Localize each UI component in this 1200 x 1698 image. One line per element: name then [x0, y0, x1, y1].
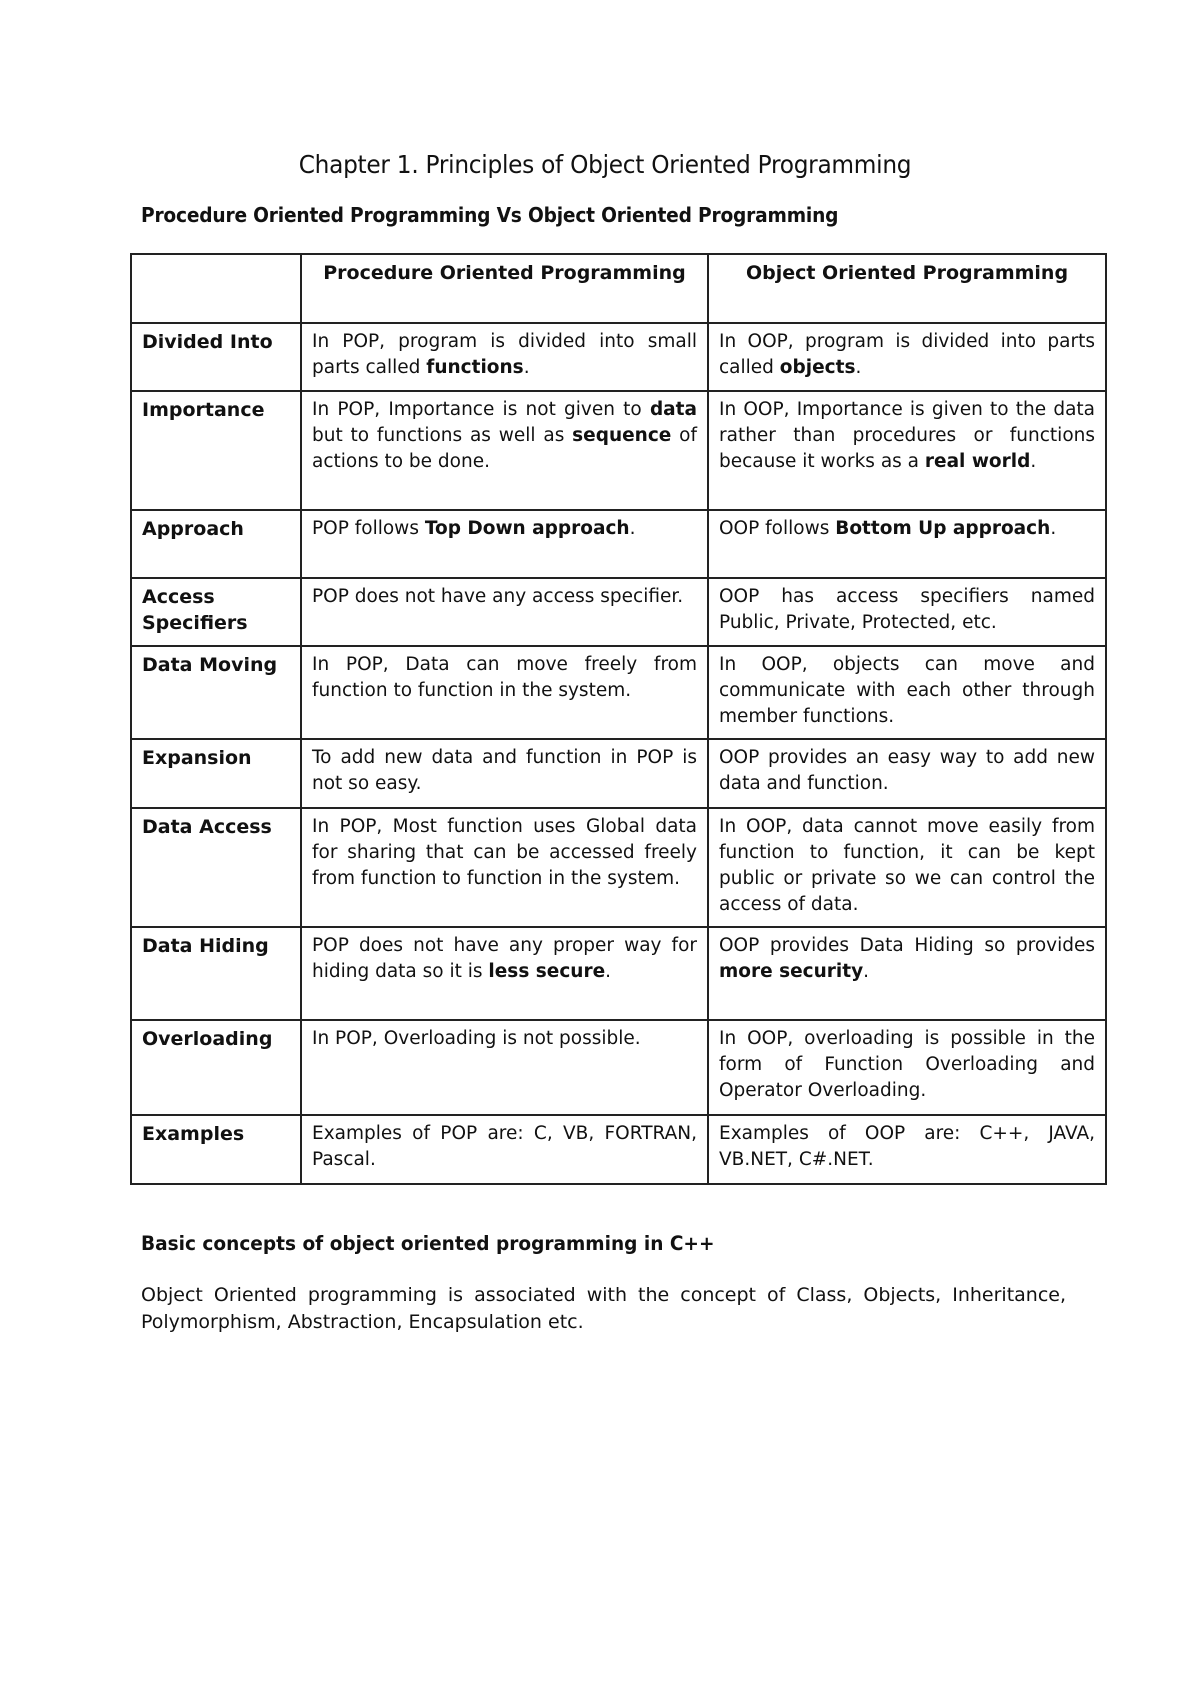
row-label: Data Hiding: [131, 927, 301, 1020]
cell-text: In OOP, overloading is possible in the form of Function Overloading and Operator Overloading.: [719, 1028, 1095, 1101]
cell-text: POP follows: [312, 518, 425, 539]
table-row: [131, 808, 1106, 927]
table-row: [131, 578, 1106, 646]
pop-cell: [301, 578, 708, 646]
table-row: [131, 391, 1106, 510]
header-pop: Procedure Oriented Programming: [301, 254, 708, 323]
emphasis-text: sequence: [572, 425, 672, 446]
oop-cell: [708, 510, 1106, 578]
pop-cell: [301, 927, 708, 1020]
row-label: Examples: [131, 1115, 301, 1184]
emphasis-text: Bottom Up approach: [835, 518, 1051, 539]
table-body: [131, 323, 1106, 1184]
emphasis-text: Top Down approach: [424, 518, 630, 539]
row-label: Approach: [131, 510, 301, 578]
cell-text: In POP, program is divided into small parts called: [312, 331, 697, 378]
page-title: Chapter 1. Principles of Object Oriented Programming: [298, 150, 912, 179]
row-label: Data Access: [131, 808, 301, 927]
table-row: [131, 739, 1106, 808]
emphasis-text: objects: [779, 357, 856, 378]
cell-text: In OOP, objects can move and communicate with each other through member functions.: [719, 654, 1095, 727]
pop-cell: [301, 1020, 708, 1115]
row-label: Overloading: [131, 1020, 301, 1115]
oop-cell: [708, 739, 1106, 808]
cell-text: In POP, Overloading is not possible.: [312, 1028, 641, 1049]
cell-text: .: [605, 961, 612, 982]
oop-cell: [708, 323, 1106, 391]
emphasis-text: real world: [924, 451, 1031, 472]
cell-text: Examples of POP are: C, VB, FORTRAN, Pascal.: [312, 1123, 697, 1170]
cell-text: To add new data and function in POP is not so easy.: [312, 747, 697, 794]
cell-text: Examples of OOP are: C++, JAVA, VB.NET, C#.NET.: [719, 1123, 1095, 1170]
cell-text: OOP has access specifiers named Public, Private, Protected, etc.: [719, 586, 1095, 633]
concepts-paragraph: Object Oriented programming is associated with the concept of Class, Objects, Inheritance, Polymorphism, Abstraction, Encapsulation etc.: [141, 1284, 1066, 1333]
cell-text: .: [1030, 451, 1037, 472]
row-label: Divided Into: [131, 323, 301, 391]
table-row: [131, 323, 1106, 391]
cell-text: OOP provides Data Hiding so provides: [719, 935, 1095, 956]
row-label: Access Specifiers: [131, 578, 301, 646]
pop-cell: [301, 323, 708, 391]
comparison-table: [130, 253, 1107, 1185]
table-row: [131, 1020, 1106, 1115]
oop-cell: [708, 808, 1106, 927]
cell-text: In OOP, data cannot move easily from function to function, it can be kept public or private so we can control the access of data.: [719, 816, 1095, 915]
pop-cell: [301, 1115, 708, 1184]
row-label: Data Moving: [131, 646, 301, 739]
emphasis-text: functions: [426, 357, 524, 378]
emphasis-text: more security: [719, 961, 864, 982]
oop-cell: [708, 927, 1106, 1020]
oop-cell: [708, 1020, 1106, 1115]
section-heading: Procedure Oriented Programming Vs Object Oriented Programming: [141, 203, 839, 227]
row-label: Importance: [131, 391, 301, 510]
header-oop: Object Oriented Programming: [708, 254, 1106, 323]
pop-cell: [301, 510, 708, 578]
cell-text: In OOP, program is divided into parts called: [719, 331, 1095, 378]
cell-text: In POP, Data can move freely from function to function in the system.: [312, 654, 697, 701]
table-header-row: [131, 254, 1106, 323]
cell-text: POP does not have any access specifier.: [312, 586, 684, 607]
cell-text: OOP provides an easy way to add new data and function.: [719, 747, 1095, 794]
cell-text: .: [855, 357, 862, 378]
cell-text: OOP follows: [719, 518, 836, 539]
oop-cell: [708, 578, 1106, 646]
cell-text: but to functions as well as: [312, 425, 573, 446]
cell-text: .: [1050, 518, 1057, 539]
pop-cell: [301, 646, 708, 739]
emphasis-text: less secure: [488, 961, 606, 982]
cell-text: .: [629, 518, 636, 539]
cell-text: In POP, Importance is not given to: [312, 399, 650, 420]
pop-cell: [301, 391, 708, 510]
oop-cell: [708, 391, 1106, 510]
pop-cell: [301, 808, 708, 927]
header-empty-cell: [131, 254, 301, 323]
cell-text: .: [523, 357, 530, 378]
table-row: [131, 927, 1106, 1020]
row-label: Expansion: [131, 739, 301, 808]
oop-cell: [708, 646, 1106, 739]
table-row: [131, 1115, 1106, 1184]
pop-cell: [301, 739, 708, 808]
cell-text: In OOP, Importance is given to the data rather than procedures or functions because it works as a: [719, 399, 1095, 472]
oop-cell: [708, 1115, 1106, 1184]
cell-text: .: [863, 961, 870, 982]
concepts-heading: Basic concepts of object oriented programming in C++: [141, 1232, 715, 1255]
table-row: [131, 510, 1106, 578]
cell-text: In POP, Most function uses Global data for sharing that can be accessed freely from function to function in the system.: [312, 816, 697, 889]
table-row: [131, 646, 1106, 739]
cell-text: of actions to be done.: [312, 425, 698, 472]
emphasis-text: data: [649, 399, 697, 420]
cell-text: POP does not have any proper way for hiding data so it is: [312, 935, 697, 982]
